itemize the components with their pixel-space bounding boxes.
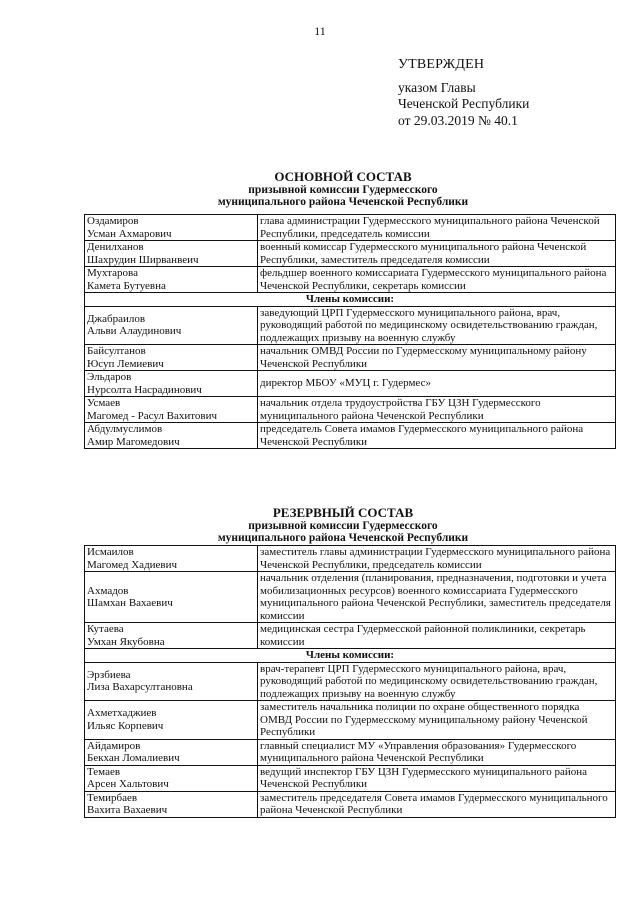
approval-stamp: [398, 57, 529, 129]
member-surname: Айдамиров: [87, 739, 141, 752]
member-surname: Мухтарова: [87, 267, 138, 279]
member-role-cell: начальник отделения (планирования, предназначения, подготовки и учета мобилизационных ресурсов) военного комиссариата Гудермесского муниципального района Чеченской Республики, заместитель председателя комиссии: [258, 572, 616, 623]
member-name-cell: [85, 215, 258, 241]
member-role-cell: ведущий инспектор ГБУ ЦЗН Гудермесского муниципального района Чеченской Республики: [258, 765, 616, 791]
member-surname: Абдулмуслимов: [87, 423, 163, 435]
members-subheading: Члены комиссии:: [85, 649, 616, 663]
member-surname: Ахмадов: [87, 584, 129, 597]
table-row: [85, 306, 616, 345]
member-surname: Эльдаров: [87, 371, 132, 383]
table-row: [85, 662, 616, 701]
page-number: 11: [314, 24, 326, 38]
member-name-cell: [85, 423, 258, 449]
member-role-cell: фельдшер военного комиссариата Гудермесского муниципального района Чеченской Республики, секретарь комиссии: [258, 267, 616, 293]
reserve-roster-table: [84, 545, 616, 818]
table-row: [85, 267, 616, 293]
member-name-cell: [85, 306, 258, 345]
member-name-cell: [85, 546, 258, 572]
member-surname: Джабраилов: [87, 312, 146, 325]
member-role-cell: главный специалист МУ «Управления образования» Гудермесского муниципального района Чеченской Республики: [258, 739, 616, 765]
member-name-cell: [85, 662, 258, 701]
member-role-cell: заведующий ЦРП Гудермесского муниципального района, врач, руководящий работой по медицинскому освидетельствованию граждан, подлежащих призыву на военную службу: [258, 306, 616, 345]
table-row: [85, 293, 616, 307]
member-given-names: Усман Ахмарович: [87, 227, 172, 240]
member-role-cell: заместитель начальника полиции по охране общественного порядка ОМВД России по Гудермесскому муниципальному району Чеченской Республики: [258, 701, 616, 740]
main-section-subtitle-2: муниципального района Чеченской Республики: [217, 196, 469, 208]
table-row: [85, 701, 616, 740]
main-section-subtitle-1: призывной комиссии Гудермесского: [248, 183, 438, 196]
table-row: [85, 765, 616, 791]
member-surname: Исмаилов: [87, 546, 134, 558]
table-row: [85, 241, 616, 267]
member-role-cell: директор МБОУ «МУЦ г. Гудермес»: [258, 371, 616, 397]
member-role-cell: заместитель председателя Совета имамов Гудермесского муниципального района Чеченской Республики: [258, 791, 616, 817]
member-given-names: Шамхан Вахаевич: [87, 597, 173, 609]
member-given-names: Умхан Якубовна: [87, 635, 165, 648]
member-role-cell: начальник ОМВД России по Гудермесскому муниципальному району Чеченской Республики: [258, 345, 616, 371]
table-row: [85, 649, 616, 663]
member-surname: Темирбаев: [87, 791, 138, 804]
member-role-cell: заместитель главы администрации Гудермесского муниципального района Чеченской Республики, председатель комиссии: [258, 546, 616, 572]
member-name-cell: [85, 371, 258, 397]
reserve-section-subtitle-1: призывной комиссии Гудермесского: [248, 519, 438, 532]
member-given-names: Альви Алаудинович: [87, 325, 182, 338]
member-given-names: Лиза Вахарсултановна: [87, 681, 193, 694]
approval-line-3: от 29.03.2019 № 40.1: [398, 112, 518, 128]
reserve-section-title: РЕЗЕРВНЫЙ СОСТАВ: [272, 505, 414, 520]
member-name-cell: [85, 701, 258, 740]
table-row: [85, 791, 616, 817]
member-surname: Темаев: [87, 765, 121, 778]
reserve-section-subtitle-2: муниципального района Чеченской Республики: [217, 532, 469, 544]
member-name-cell: [85, 739, 258, 765]
member-surname: Оздамиров: [87, 215, 139, 227]
approval-line-1: указом Главы: [398, 79, 476, 95]
member-surname: Ахметхаджиев: [87, 707, 157, 720]
member-given-names: Ильяс Корпевич: [87, 719, 164, 732]
member-given-names: Амир Магомедович: [87, 435, 180, 448]
member-name-cell: [85, 241, 258, 267]
approval-heading: УТВЕРЖДЕН: [398, 57, 485, 72]
member-role-cell: глава администрации Гудермесского муниципального района Чеченской Республики, председатель комиссии: [258, 215, 616, 241]
member-surname: Эрзбиева: [87, 668, 131, 681]
table-row: [85, 623, 616, 649]
member-role-cell: врач-терапевт ЦРП Гудермесского муниципального района, врач, руководящий работой по медицинскому освидетельствованию граждан, подлежащих призыву на военную службу: [258, 662, 616, 701]
approval-line-2: Чеченской Республики: [398, 96, 530, 111]
members-subheading: Члены комиссии:: [85, 293, 616, 307]
member-name-cell: [85, 623, 258, 649]
member-role-cell: председатель Совета имамов Гудермесского муниципального района Чеченской Республики: [258, 423, 616, 449]
table-row: [85, 215, 616, 241]
member-given-names: Нурсолта Насрадинович: [87, 383, 202, 396]
member-name-cell: [85, 765, 258, 791]
member-given-names: Вахита Вахаевич: [87, 804, 168, 816]
member-name-cell: [85, 572, 258, 623]
member-role-cell: медицинская сестра Гудермесской районной поликлиники, секретарь комиссии: [258, 623, 616, 649]
member-given-names: Юсуп Лемиевич: [87, 357, 164, 370]
table-row: [85, 345, 616, 371]
member-given-names: Арсен Хальтович: [87, 778, 169, 790]
table-row: [85, 546, 616, 572]
member-role-cell: военный комиссар Гудермесского муниципального района Чеченской Республики, заместитель председателя комиссии: [258, 241, 616, 267]
member-given-names: Магомед - Расул Вахитович: [87, 409, 218, 422]
member-role-cell: начальник отдела трудоустройства ГБУ ЦЗН Гудермесского муниципального района Чеченской Республики: [258, 397, 616, 423]
table-row: [85, 572, 616, 623]
member-given-names: Бекхан Ломалиевич: [87, 752, 180, 764]
member-surname: Денилханов: [87, 241, 144, 253]
member-name-cell: [85, 345, 258, 371]
member-name-cell: [85, 267, 258, 293]
table-row: [85, 397, 616, 423]
table-row: [85, 739, 616, 765]
member-surname: Усмаев: [87, 397, 121, 409]
main-roster-table: [84, 214, 616, 449]
member-name-cell: [85, 791, 258, 817]
member-given-names: Магомед Хадиевич: [87, 558, 178, 571]
table-row: [85, 423, 616, 449]
member-given-names: Камета Бутуевна: [87, 279, 166, 292]
member-surname: Байсултанов: [87, 345, 146, 357]
member-name-cell: [85, 397, 258, 423]
main-section-title: ОСНОВНОЙ СОСТАВ: [274, 169, 412, 184]
reserve-section-heading: [0, 507, 640, 545]
table-row: [85, 371, 616, 397]
main-section-heading: [0, 171, 640, 209]
member-given-names: Шахрудин Ширванвеич: [87, 253, 199, 266]
member-surname: Кутаева: [87, 623, 124, 635]
